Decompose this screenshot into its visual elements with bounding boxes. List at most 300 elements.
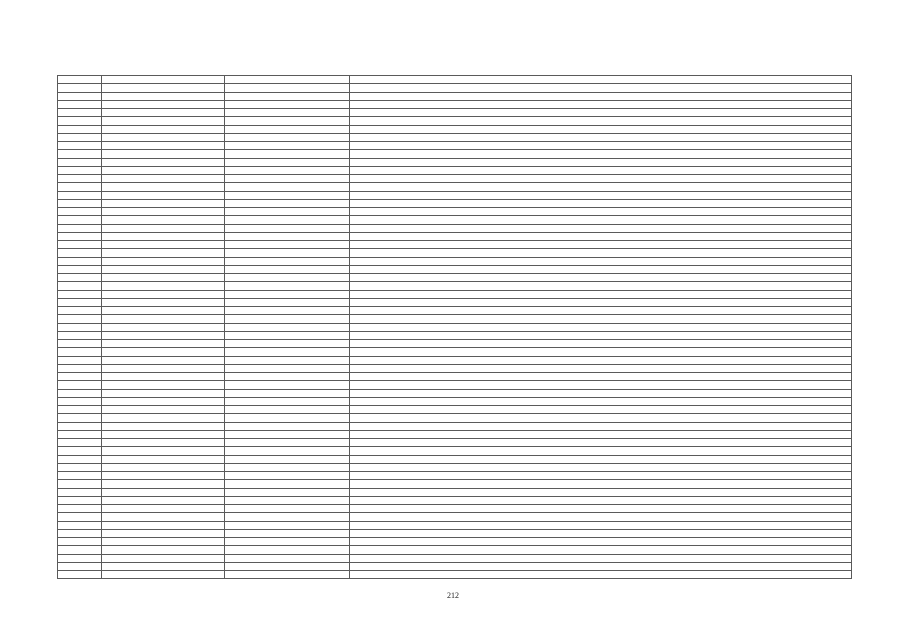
address-cell: [350, 340, 852, 348]
address-cell: [350, 76, 852, 84]
table-row: [58, 348, 852, 356]
cadastral-number-cell: [102, 513, 225, 521]
row-number-cell: [58, 232, 102, 240]
cadastral-number-cell: [102, 76, 225, 84]
related-cadastral-number-cell: [225, 571, 350, 579]
table-row: [58, 356, 852, 364]
address-cell: [350, 298, 852, 306]
row-number-cell: [58, 389, 102, 397]
address-cell: [350, 232, 852, 240]
cadastral-number-cell: [102, 249, 225, 257]
table-row: [58, 241, 852, 249]
table-row: [58, 298, 852, 306]
cadastral-number-cell: [102, 199, 225, 207]
table-row: [58, 100, 852, 108]
table-row: [58, 546, 852, 554]
cadastral-number-cell: [102, 447, 225, 455]
address-cell: [350, 488, 852, 496]
table-row: [58, 513, 852, 521]
related-cadastral-number-cell: [225, 364, 350, 372]
cadastral-number-cell: [102, 373, 225, 381]
cadastral-number-cell: [102, 175, 225, 183]
table-row: [58, 307, 852, 315]
address-cell: [350, 331, 852, 339]
related-cadastral-number-cell: [225, 331, 350, 339]
cadastral-number-cell: [102, 538, 225, 546]
related-cadastral-number-cell: [225, 100, 350, 108]
cadastral-number-cell: [102, 521, 225, 529]
related-cadastral-number-cell: [225, 282, 350, 290]
address-cell: [350, 117, 852, 125]
row-number-cell: [58, 562, 102, 570]
related-cadastral-number-cell: [225, 538, 350, 546]
cadastral-number-cell: [102, 117, 225, 125]
cadastral-number-cell: [102, 92, 225, 100]
address-cell: [350, 422, 852, 430]
table-row: [58, 109, 852, 117]
related-cadastral-number-cell: [225, 290, 350, 298]
table-row: [58, 364, 852, 372]
address-cell: [350, 546, 852, 554]
related-cadastral-number-cell: [225, 274, 350, 282]
address-cell: [350, 373, 852, 381]
cadastral-number-cell: [102, 554, 225, 562]
address-cell: [350, 282, 852, 290]
related-cadastral-number-cell: [225, 117, 350, 125]
table-row: [58, 290, 852, 298]
cadastral-number-cell: [102, 109, 225, 117]
row-number-cell: [58, 307, 102, 315]
cadastral-number-cell: [102, 546, 225, 554]
related-cadastral-number-cell: [225, 562, 350, 570]
related-cadastral-number-cell: [225, 546, 350, 554]
address-cell: [350, 430, 852, 438]
related-cadastral-number-cell: [225, 521, 350, 529]
address-cell: [350, 496, 852, 504]
address-cell: [350, 92, 852, 100]
cadastral-number-cell: [102, 472, 225, 480]
row-number-cell: [58, 340, 102, 348]
register-table-body: [58, 76, 852, 579]
table-row: [58, 529, 852, 537]
row-number-cell: [58, 331, 102, 339]
cadastral-number-cell: [102, 84, 225, 92]
cadastral-number-cell: [102, 216, 225, 224]
cadastral-number-cell: [102, 191, 225, 199]
address-cell: [350, 521, 852, 529]
address-cell: [350, 315, 852, 323]
address-cell: [350, 274, 852, 282]
related-cadastral-number-cell: [225, 307, 350, 315]
address-cell: [350, 406, 852, 414]
related-cadastral-number-cell: [225, 150, 350, 158]
address-cell: [350, 158, 852, 166]
row-number-cell: [58, 406, 102, 414]
table-row: [58, 183, 852, 191]
row-number-cell: [58, 100, 102, 108]
address-cell: [350, 513, 852, 521]
cadastral-number-cell: [102, 430, 225, 438]
related-cadastral-number-cell: [225, 422, 350, 430]
table-row: [58, 133, 852, 141]
row-number-cell: [58, 265, 102, 273]
table-row: [58, 323, 852, 331]
table-row: [58, 406, 852, 414]
table-row: [58, 447, 852, 455]
cadastral-number-cell: [102, 348, 225, 356]
address-cell: [350, 505, 852, 513]
cadastral-number-cell: [102, 323, 225, 331]
related-cadastral-number-cell: [225, 298, 350, 306]
address-cell: [350, 381, 852, 389]
address-cell: [350, 175, 852, 183]
cadastral-number-cell: [102, 100, 225, 108]
address-cell: [350, 100, 852, 108]
row-number-cell: [58, 529, 102, 537]
table-row: [58, 249, 852, 257]
row-number-cell: [58, 496, 102, 504]
cadastral-register-table: [57, 75, 852, 579]
row-number-cell: [58, 249, 102, 257]
row-number-cell: [58, 158, 102, 166]
related-cadastral-number-cell: [225, 373, 350, 381]
row-number-cell: [58, 142, 102, 150]
row-number-cell: [58, 117, 102, 125]
table-row: [58, 554, 852, 562]
table-row: [58, 125, 852, 133]
table-row: [58, 340, 852, 348]
cadastral-number-cell: [102, 439, 225, 447]
row-number-cell: [58, 463, 102, 471]
address-cell: [350, 183, 852, 191]
table-row: [58, 142, 852, 150]
table-row: [58, 439, 852, 447]
related-cadastral-number-cell: [225, 125, 350, 133]
related-cadastral-number-cell: [225, 183, 350, 191]
row-number-cell: [58, 513, 102, 521]
related-cadastral-number-cell: [225, 496, 350, 504]
table-row: [58, 265, 852, 273]
row-number-cell: [58, 455, 102, 463]
related-cadastral-number-cell: [225, 505, 350, 513]
row-number-cell: [58, 505, 102, 513]
address-cell: [350, 472, 852, 480]
related-cadastral-number-cell: [225, 513, 350, 521]
address-cell: [350, 265, 852, 273]
related-cadastral-number-cell: [225, 166, 350, 174]
table-row: [58, 84, 852, 92]
cadastral-number-cell: [102, 414, 225, 422]
table-row: [58, 562, 852, 570]
cadastral-number-cell: [102, 133, 225, 141]
related-cadastral-number-cell: [225, 133, 350, 141]
table-row: [58, 521, 852, 529]
table-row: [58, 472, 852, 480]
row-number-cell: [58, 290, 102, 298]
related-cadastral-number-cell: [225, 92, 350, 100]
table-row: [58, 166, 852, 174]
related-cadastral-number-cell: [225, 356, 350, 364]
table-row: [58, 422, 852, 430]
related-cadastral-number-cell: [225, 488, 350, 496]
table-row: [58, 414, 852, 422]
address-cell: [350, 455, 852, 463]
cadastral-number-cell: [102, 142, 225, 150]
table-row: [58, 389, 852, 397]
row-number-cell: [58, 315, 102, 323]
row-number-cell: [58, 109, 102, 117]
cadastral-number-cell: [102, 364, 225, 372]
table-row: [58, 150, 852, 158]
row-number-cell: [58, 472, 102, 480]
address-cell: [350, 364, 852, 372]
table-row: [58, 191, 852, 199]
cadastral-number-cell: [102, 274, 225, 282]
row-number-cell: [58, 356, 102, 364]
row-number-cell: [58, 274, 102, 282]
cadastral-number-cell: [102, 298, 225, 306]
address-cell: [350, 224, 852, 232]
table-row: [58, 373, 852, 381]
related-cadastral-number-cell: [225, 224, 350, 232]
related-cadastral-number-cell: [225, 554, 350, 562]
related-cadastral-number-cell: [225, 208, 350, 216]
row-number-cell: [58, 554, 102, 562]
address-cell: [350, 84, 852, 92]
row-number-cell: [58, 208, 102, 216]
address-cell: [350, 191, 852, 199]
row-number-cell: [58, 364, 102, 372]
row-number-cell: [58, 133, 102, 141]
table-row: [58, 175, 852, 183]
row-number-cell: [58, 183, 102, 191]
address-cell: [350, 257, 852, 265]
address-cell: [350, 356, 852, 364]
row-number-cell: [58, 150, 102, 158]
related-cadastral-number-cell: [225, 406, 350, 414]
address-cell: [350, 439, 852, 447]
related-cadastral-number-cell: [225, 323, 350, 331]
address-cell: [350, 389, 852, 397]
related-cadastral-number-cell: [225, 430, 350, 438]
related-cadastral-number-cell: [225, 109, 350, 117]
related-cadastral-number-cell: [225, 257, 350, 265]
table-row: [58, 224, 852, 232]
row-number-cell: [58, 414, 102, 422]
cadastral-number-cell: [102, 241, 225, 249]
cadastral-number-cell: [102, 562, 225, 570]
table-row: [58, 76, 852, 84]
row-number-cell: [58, 488, 102, 496]
address-cell: [350, 571, 852, 579]
cadastral-number-cell: [102, 422, 225, 430]
address-cell: [350, 166, 852, 174]
cadastral-number-cell: [102, 480, 225, 488]
row-number-cell: [58, 282, 102, 290]
table-row: [58, 232, 852, 240]
address-cell: [350, 529, 852, 537]
cadastral-number-cell: [102, 571, 225, 579]
table-row: [58, 480, 852, 488]
cadastral-number-cell: [102, 150, 225, 158]
cadastral-number-cell: [102, 488, 225, 496]
address-cell: [350, 447, 852, 455]
related-cadastral-number-cell: [225, 249, 350, 257]
row-number-cell: [58, 447, 102, 455]
related-cadastral-number-cell: [225, 241, 350, 249]
row-number-cell: [58, 92, 102, 100]
row-number-cell: [58, 439, 102, 447]
row-number-cell: [58, 373, 102, 381]
address-cell: [350, 249, 852, 257]
row-number-cell: [58, 84, 102, 92]
cadastral-number-cell: [102, 340, 225, 348]
cadastral-number-cell: [102, 257, 225, 265]
table-row: [58, 496, 852, 504]
address-cell: [350, 208, 852, 216]
table-row: [58, 274, 852, 282]
row-number-cell: [58, 323, 102, 331]
row-number-cell: [58, 348, 102, 356]
cadastral-number-cell: [102, 315, 225, 323]
table-row: [58, 538, 852, 546]
address-cell: [350, 199, 852, 207]
related-cadastral-number-cell: [225, 232, 350, 240]
related-cadastral-number-cell: [225, 480, 350, 488]
related-cadastral-number-cell: [225, 142, 350, 150]
table-row: [58, 331, 852, 339]
cadastral-number-cell: [102, 166, 225, 174]
row-number-cell: [58, 422, 102, 430]
related-cadastral-number-cell: [225, 414, 350, 422]
row-number-cell: [58, 166, 102, 174]
related-cadastral-number-cell: [225, 191, 350, 199]
cadastral-number-cell: [102, 208, 225, 216]
related-cadastral-number-cell: [225, 397, 350, 405]
row-number-cell: [58, 241, 102, 249]
related-cadastral-number-cell: [225, 529, 350, 537]
cadastral-number-cell: [102, 389, 225, 397]
related-cadastral-number-cell: [225, 439, 350, 447]
table-row: [58, 117, 852, 125]
cadastral-number-cell: [102, 406, 225, 414]
table-row: [58, 463, 852, 471]
address-cell: [350, 216, 852, 224]
table-row: [58, 216, 852, 224]
table-row: [58, 571, 852, 579]
related-cadastral-number-cell: [225, 84, 350, 92]
row-number-cell: [58, 257, 102, 265]
cadastral-number-cell: [102, 455, 225, 463]
address-cell: [350, 348, 852, 356]
address-cell: [350, 554, 852, 562]
address-cell: [350, 290, 852, 298]
related-cadastral-number-cell: [225, 175, 350, 183]
cadastral-number-cell: [102, 232, 225, 240]
address-cell: [350, 150, 852, 158]
cadastral-number-cell: [102, 397, 225, 405]
cadastral-number-cell: [102, 158, 225, 166]
row-number-cell: [58, 381, 102, 389]
related-cadastral-number-cell: [225, 76, 350, 84]
cadastral-number-cell: [102, 529, 225, 537]
related-cadastral-number-cell: [225, 381, 350, 389]
row-number-cell: [58, 480, 102, 488]
row-number-cell: [58, 76, 102, 84]
table-row: [58, 208, 852, 216]
cadastral-number-cell: [102, 125, 225, 133]
cadastral-number-cell: [102, 331, 225, 339]
related-cadastral-number-cell: [225, 389, 350, 397]
cadastral-number-cell: [102, 496, 225, 504]
address-cell: [350, 323, 852, 331]
table-row: [58, 488, 852, 496]
cadastral-number-cell: [102, 183, 225, 191]
cadastral-number-cell: [102, 265, 225, 273]
row-number-cell: [58, 298, 102, 306]
row-number-cell: [58, 191, 102, 199]
address-cell: [350, 133, 852, 141]
cadastral-number-cell: [102, 356, 225, 364]
related-cadastral-number-cell: [225, 158, 350, 166]
address-cell: [350, 414, 852, 422]
address-cell: [350, 125, 852, 133]
related-cadastral-number-cell: [225, 315, 350, 323]
row-number-cell: [58, 397, 102, 405]
related-cadastral-number-cell: [225, 463, 350, 471]
cadastral-number-cell: [102, 381, 225, 389]
address-cell: [350, 463, 852, 471]
table-row: [58, 397, 852, 405]
row-number-cell: [58, 538, 102, 546]
row-number-cell: [58, 546, 102, 554]
address-cell: [350, 142, 852, 150]
address-cell: [350, 307, 852, 315]
cadastral-number-cell: [102, 505, 225, 513]
address-cell: [350, 397, 852, 405]
related-cadastral-number-cell: [225, 455, 350, 463]
table-row: [58, 199, 852, 207]
related-cadastral-number-cell: [225, 265, 350, 273]
table-row: [58, 257, 852, 265]
cadastral-number-cell: [102, 224, 225, 232]
page-number: 212: [447, 591, 459, 600]
table-row: [58, 315, 852, 323]
table-row: [58, 381, 852, 389]
cadastral-number-cell: [102, 290, 225, 298]
related-cadastral-number-cell: [225, 216, 350, 224]
related-cadastral-number-cell: [225, 447, 350, 455]
table-row: [58, 430, 852, 438]
row-number-cell: [58, 125, 102, 133]
related-cadastral-number-cell: [225, 348, 350, 356]
table-row: [58, 158, 852, 166]
related-cadastral-number-cell: [225, 472, 350, 480]
row-number-cell: [58, 175, 102, 183]
table-row: [58, 92, 852, 100]
cadastral-number-cell: [102, 463, 225, 471]
row-number-cell: [58, 521, 102, 529]
row-number-cell: [58, 571, 102, 579]
table-row: [58, 282, 852, 290]
address-cell: [350, 538, 852, 546]
address-cell: [350, 241, 852, 249]
address-cell: [350, 562, 852, 570]
address-cell: [350, 109, 852, 117]
row-number-cell: [58, 224, 102, 232]
table-row: [58, 505, 852, 513]
related-cadastral-number-cell: [225, 340, 350, 348]
